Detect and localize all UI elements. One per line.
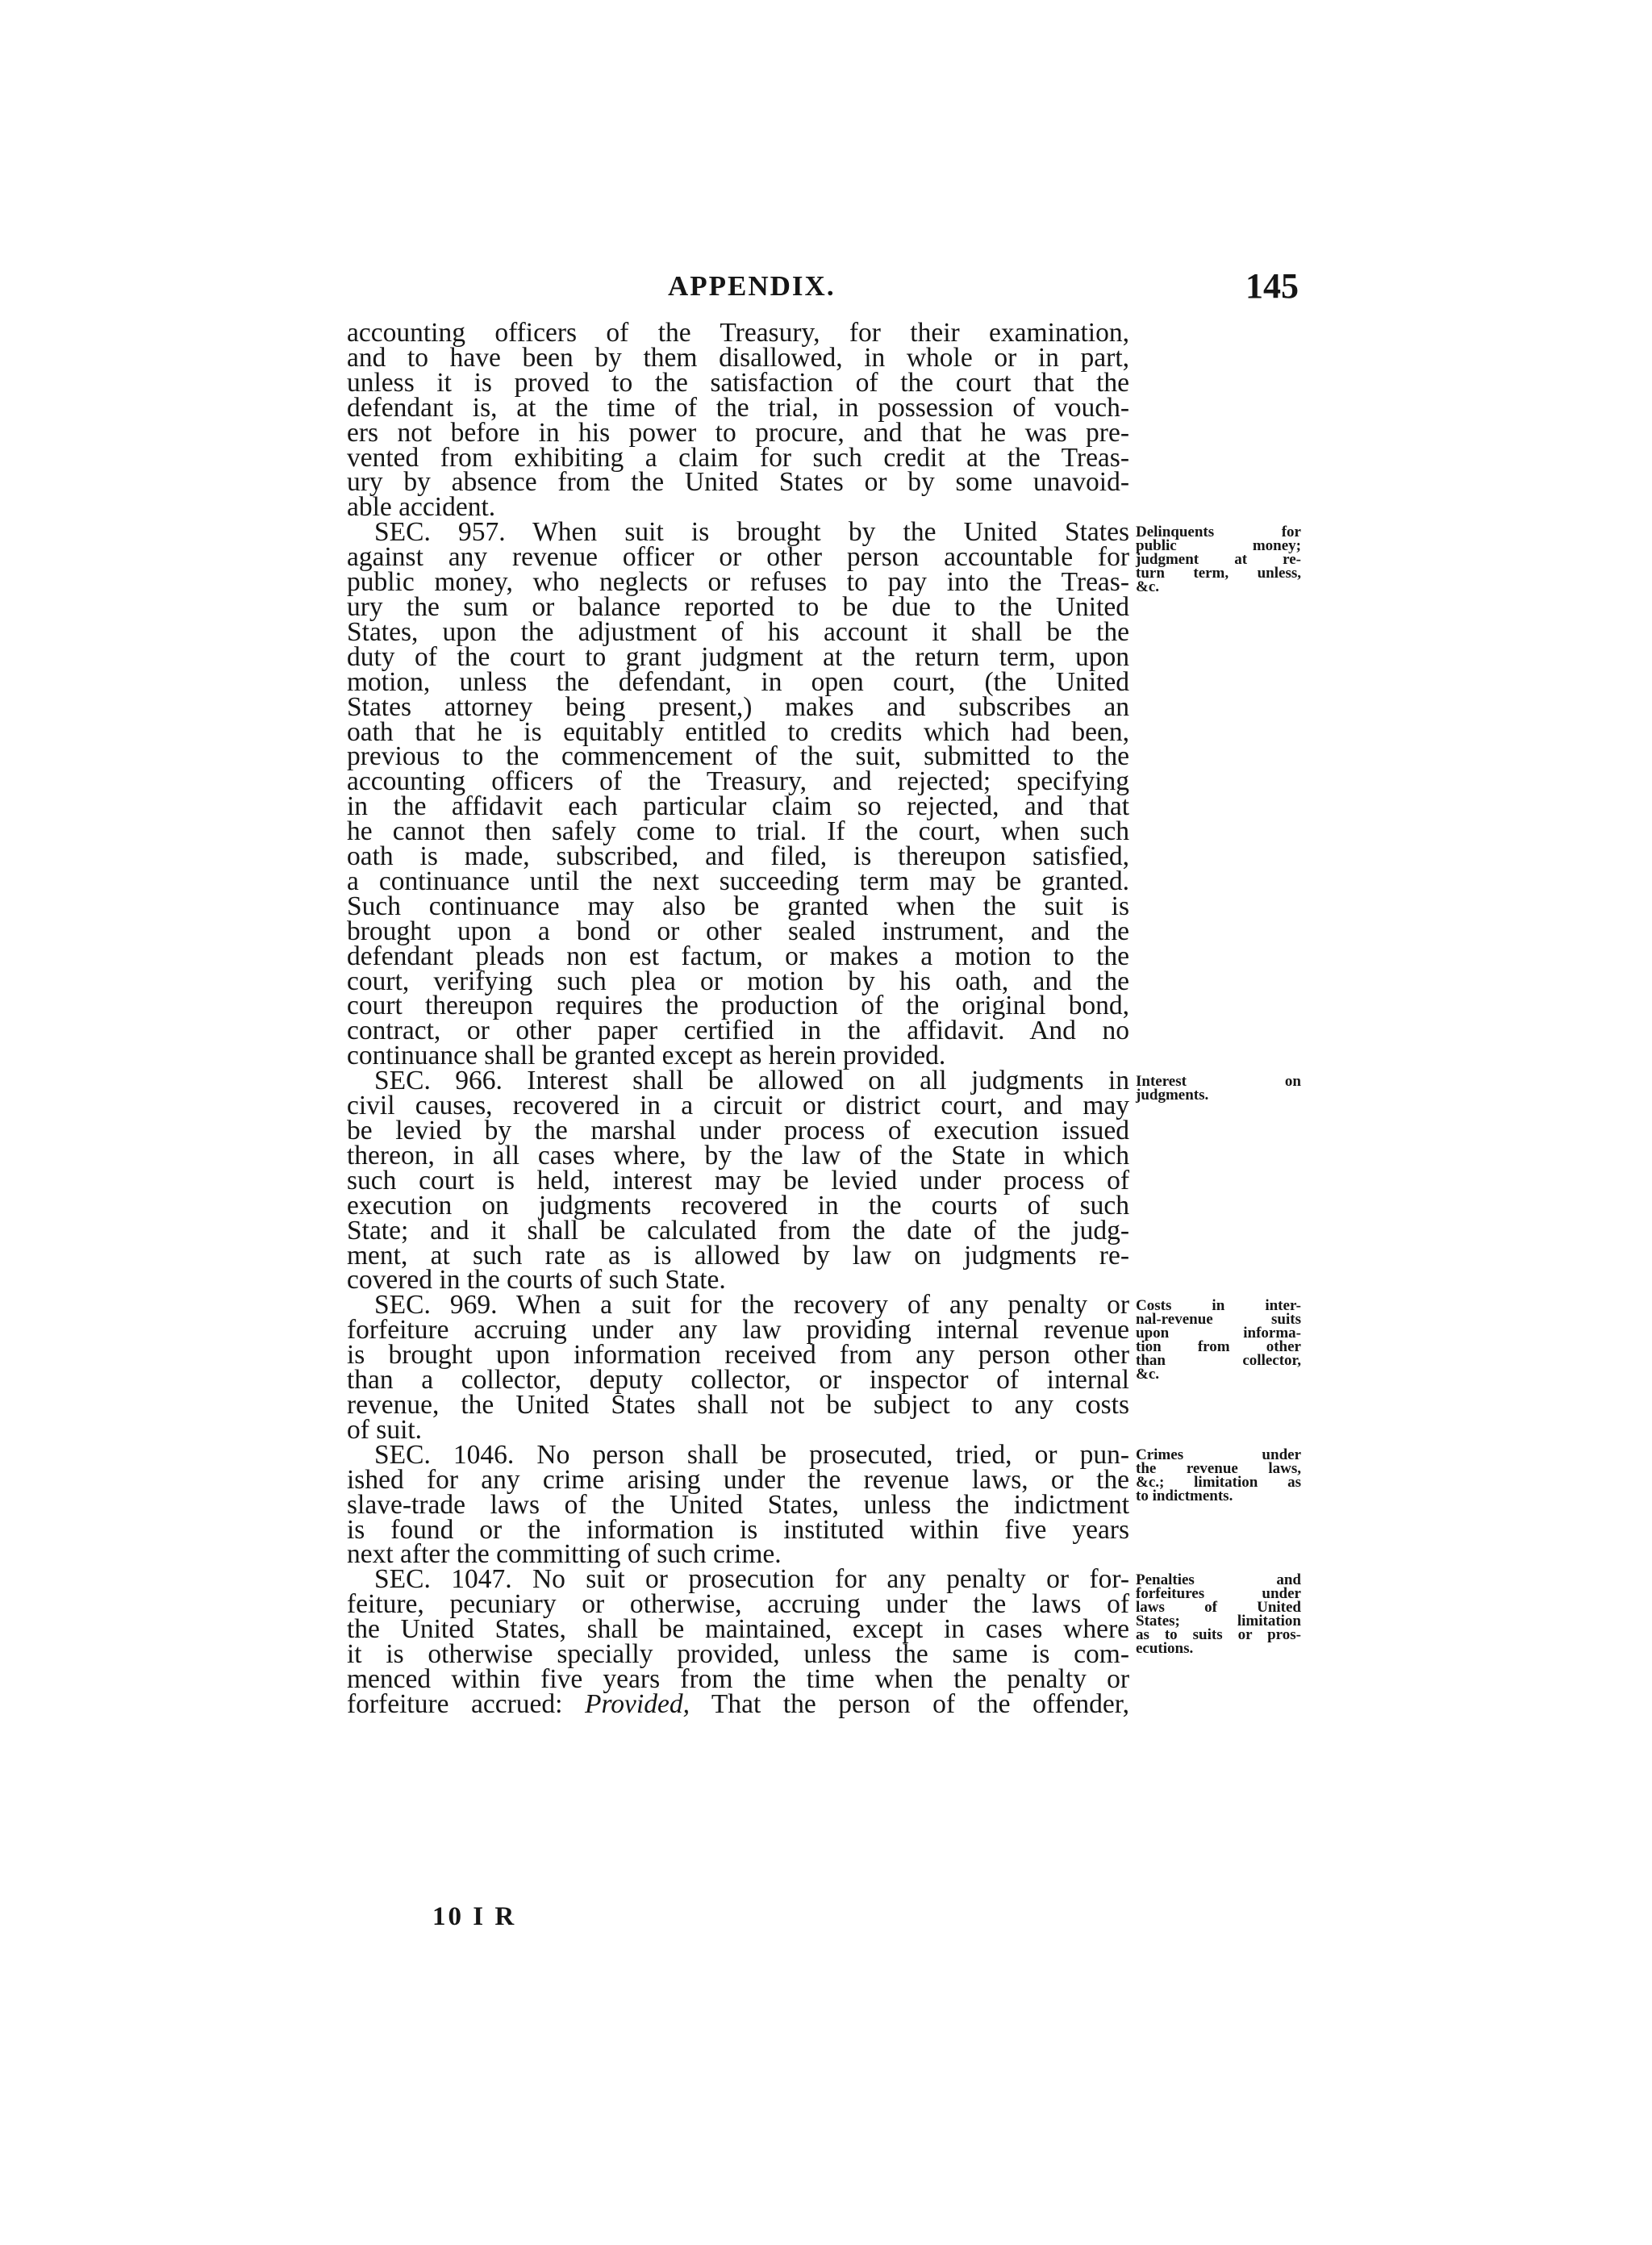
text-line: be levied by the marshal under process of execution issued: [347, 1116, 1129, 1145]
text-line: SEC. 1047. No suit or prosecution for any penalty or for-: [374, 1564, 1129, 1595]
margin-note-line: public money;: [1136, 537, 1301, 555]
text-line: accounting officers of the Treasury, for their examination,: [347, 318, 1129, 348]
text-line: is brought upon information received from any person other: [347, 1340, 1129, 1371]
text-line: the United States, shall be maintained, except in cases where: [347, 1614, 1129, 1645]
text-line: defendant pleads non est factum, or makes a motion to the: [347, 941, 1129, 971]
margin-note-line: turn term, unless,: [1136, 565, 1301, 582]
text-line: forfeiture accruing under any law providing internal revenue: [347, 1315, 1129, 1346]
margin-note: [1136, 1296, 1301, 1383]
text-line: contract, or other paper certified in the affidavit. And no: [347, 1016, 1129, 1046]
running-title: APPENDIX.: [668, 270, 836, 302]
margin-note-line: forfeitures under: [1136, 1585, 1301, 1602]
margin-note-line: judgments.: [1136, 1086, 1209, 1104]
text-line: accounting officers of the Treasury, and rejected; specifying: [347, 766, 1129, 797]
text-line: court thereupon requires the production of the original bond,: [347, 991, 1129, 1021]
signature-mark: 10 I R: [432, 1902, 517, 1931]
margin-note: [1136, 1072, 1301, 1104]
text-line: feiture, pecuniary or otherwise, accruing under the laws of: [347, 1589, 1129, 1620]
text-line: able accident.: [347, 492, 496, 523]
text-line: menced within five years from the time when the penalty or: [347, 1663, 1129, 1694]
margin-note-line: upon informa-: [1136, 1324, 1301, 1342]
text-line: revenue, the United States shall not be subject to any costs: [347, 1389, 1129, 1420]
text-line: ers not before in his power to procure, and that he was pre-: [347, 417, 1129, 448]
text-line: continuance shall be granted except as herein provided.: [347, 1041, 946, 1071]
margin-note-line: Costs in inter-: [1136, 1296, 1301, 1314]
text-line: SEC. 966. Interest shall be allowed on all judgments in: [374, 1066, 1129, 1096]
text-line: SEC. 1046. No person shall be prosecuted, tried, or pun-: [374, 1439, 1129, 1470]
margin-note-line: ecutions.: [1136, 1640, 1194, 1657]
margin-note-line: Penalties and: [1136, 1571, 1301, 1588]
text-line: slave-trade laws of the United States, unless the indictment: [347, 1489, 1129, 1520]
margin-note-line: States; limitation: [1136, 1613, 1301, 1630]
margin-note: [1136, 1448, 1301, 1503]
text-line: previous to the commencement of the suit, submitted to the: [347, 741, 1129, 772]
margin-note-line: Crimes under: [1136, 1446, 1301, 1464]
text-line: States attorney being present,) makes and subscribes an: [347, 691, 1129, 722]
text-line: court, verifying such plea or motion by his oath, and the: [347, 966, 1129, 996]
text-line: public money, who neglects or refuses to pay into the Treas-: [347, 567, 1129, 598]
text-line: SEC. 969. When a suit for the recovery of any penalty or: [374, 1290, 1129, 1321]
text-line: State; and it shall be calculated from the date of the judg-: [347, 1215, 1129, 1246]
text-line: ury the sum or balance reported to be due to the United: [347, 591, 1129, 622]
text-line: ury by absence from the United States or by some unavoid-: [347, 467, 1129, 498]
margin-note-line: to indictments.: [1136, 1488, 1233, 1505]
text-line: it is otherwise specially provided, unless the same is com-: [347, 1639, 1129, 1670]
margin-note: [1136, 525, 1301, 594]
margin-note-line: Delinquents for: [1136, 524, 1301, 541]
text-line: than a collector, deputy collector, or inspector of internal: [347, 1365, 1129, 1396]
margin-note-line: than collector,: [1136, 1351, 1301, 1369]
text-line: thereon, in all cases where, by the law of the State in which: [347, 1140, 1129, 1170]
text-line: execution on judgments recovered in the courts of such: [347, 1190, 1129, 1221]
text-line: a continuance until the next succeeding term may be granted.: [347, 866, 1129, 896]
body-text: [347, 318, 1129, 1719]
text-line: motion, unless the defendant, in open court, (the United: [347, 666, 1129, 697]
margin-note-line: &c.; limitation as: [1136, 1474, 1301, 1492]
text-line: oath that he is equitably entitled to credits which had been,: [347, 716, 1129, 747]
page-number: 145: [1245, 266, 1299, 306]
text-line: in the affidavit each particular claim so rejected, and that: [347, 791, 1129, 822]
text-line: such court is held, interest may be levied under process of: [347, 1165, 1129, 1196]
margin-note-line: as to suits or pros-: [1136, 1626, 1301, 1643]
margin-note-line: Interest on: [1136, 1072, 1301, 1090]
text-line: brought upon a bond or other sealed instrument, and the: [347, 916, 1129, 946]
margin-note-line: laws of United: [1136, 1599, 1301, 1616]
text-line: defendant is, at the time of the trial, in possession of vouch-: [347, 392, 1129, 423]
margin-note-line: &c.: [1136, 578, 1160, 596]
text-line: is found or the information is instituted within five years: [347, 1514, 1129, 1545]
text-line: unless it is proved to the satisfaction of the court that the: [347, 367, 1129, 398]
text-line: States, upon the adjustment of his account it shall be the: [347, 616, 1129, 647]
text-line: SEC. 957. When suit is brought by the United States: [374, 517, 1129, 548]
text-line: civil causes, recovered in a circuit or district court, and may: [347, 1091, 1129, 1121]
text-line: Such continuance may also be granted when the suit is: [347, 891, 1129, 921]
margin-note-line: tion from other: [1136, 1337, 1301, 1355]
margin-note-line: &c.: [1136, 1365, 1160, 1383]
text-line: against any revenue officer or other person accountable for: [347, 542, 1129, 573]
text-line: covered in the courts of such State.: [347, 1265, 726, 1296]
text-line: of suit.: [347, 1414, 423, 1445]
margin-note-line: the revenue laws,: [1136, 1460, 1301, 1478]
text-line: ment, at such rate as is allowed by law on judgments re-: [347, 1240, 1129, 1271]
text-line: he cannot then safely come to trial. If the court, when such: [347, 816, 1129, 847]
margin-note: [1136, 1573, 1301, 1655]
text-line: oath is made, subscribed, and filed, is thereupon satisfied,: [347, 841, 1129, 872]
text-line: and to have been by them disallowed, in whole or in part,: [347, 342, 1129, 373]
margin-note-line: nal-revenue suits: [1136, 1310, 1301, 1328]
running-head: [347, 266, 1299, 311]
text-line: ished for any crime arising under the revenue laws, or the: [347, 1464, 1129, 1495]
text-line: duty of the court to grant judgment at the return term, upon: [347, 641, 1129, 672]
text-line: next after the committing of such crime.: [347, 1539, 782, 1570]
text-line: vented from exhibiting a claim for such credit at the Treas-: [347, 442, 1129, 473]
text-line: forfeiture accrued: Provided, That the person of the offender,: [347, 1688, 1129, 1719]
margin-note-line: judgment at re-: [1136, 551, 1301, 569]
